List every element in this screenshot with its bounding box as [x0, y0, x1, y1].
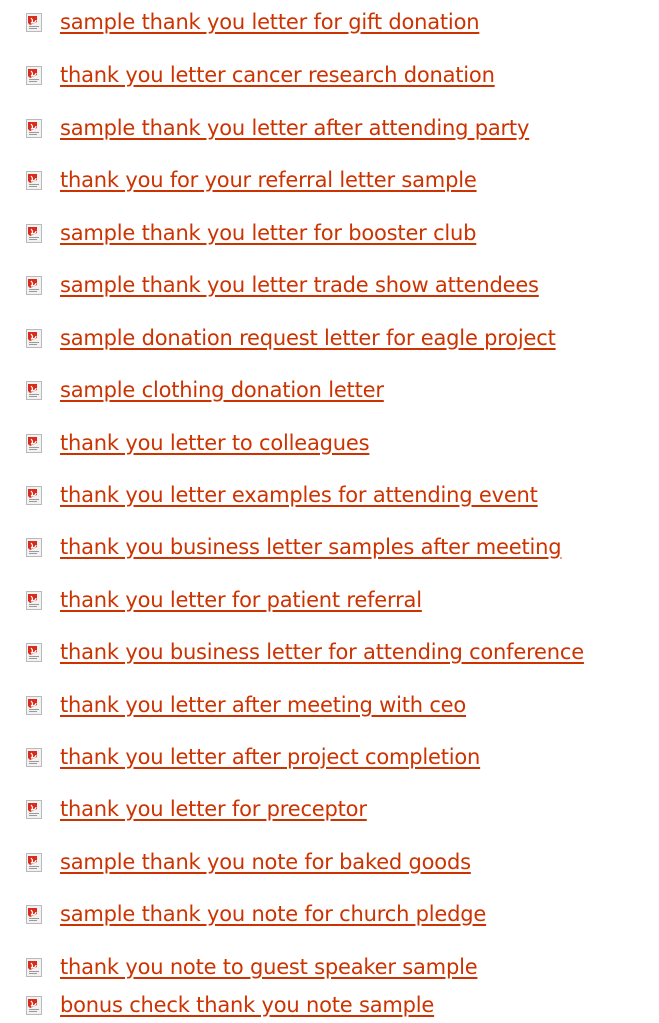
pdf-link[interactable]: sample clothing donation letter [60, 377, 384, 402]
pdf-icon [24, 274, 46, 296]
pdf-link[interactable]: sample thank you note for baked goods [60, 849, 471, 874]
pdf-link[interactable]: sample thank you letter trade show attendees [60, 272, 539, 297]
list-item [24, 217, 476, 249]
pdf-icon [24, 379, 46, 401]
list-item [24, 793, 367, 825]
pdf-icon [24, 641, 46, 663]
pdf-link[interactable]: thank you letter after project completion [60, 744, 481, 769]
list-item [24, 531, 561, 563]
pdf-icon [24, 746, 46, 768]
pdf-link[interactable]: thank you letter cancer research donation [60, 62, 495, 87]
pdf-icon [24, 327, 46, 349]
pdf-link[interactable]: sample thank you letter for booster club [60, 220, 477, 245]
list-item [24, 989, 434, 1021]
pdf-icon [24, 432, 46, 454]
pdf-link[interactable]: thank you letter for preceptor [60, 796, 367, 821]
pdf-link[interactable]: thank you letter to colleagues [60, 430, 370, 455]
pdf-icon [24, 64, 46, 86]
list-item [24, 951, 477, 983]
pdf-icon [24, 169, 46, 191]
pdf-link[interactable]: thank you business letter samples after meeting [60, 534, 562, 559]
pdf-icon [24, 694, 46, 716]
pdf-icon [24, 851, 46, 873]
pdf-link[interactable]: sample thank you letter for gift donation [60, 9, 480, 34]
list-item [24, 689, 466, 721]
list-item [24, 741, 480, 773]
list-item [24, 269, 539, 301]
list-item [24, 636, 584, 668]
pdf-icon [24, 994, 46, 1016]
list-item [24, 6, 479, 38]
pdf-link[interactable]: thank you letter after meeting with ceo [60, 692, 467, 717]
list-item [24, 112, 529, 144]
pdf-icon [24, 117, 46, 139]
list-item [24, 322, 556, 354]
pdf-link[interactable]: thank you letter for patient referral [60, 587, 422, 612]
list-item [24, 427, 369, 459]
list-item [24, 59, 495, 91]
list-item [24, 164, 477, 196]
pdf-icon [24, 956, 46, 978]
pdf-link[interactable]: bonus check thank you note sample [60, 992, 435, 1017]
pdf-link[interactable]: sample donation request letter for eagle project [60, 325, 556, 350]
list-item [24, 584, 422, 616]
pdf-link[interactable]: thank you note to guest speaker sample [60, 954, 478, 979]
list-item [24, 846, 471, 878]
list-item [24, 479, 538, 511]
pdf-icon [24, 484, 46, 506]
pdf-icon [24, 903, 46, 925]
pdf-icon [24, 798, 46, 820]
pdf-icon [24, 536, 46, 558]
pdf-link[interactable]: sample thank you letter after attending party [60, 115, 530, 140]
pdf-link[interactable]: thank you letter examples for attending event [60, 482, 538, 507]
pdf-link[interactable]: thank you for your referral letter sample [60, 167, 477, 192]
pdf-icon [24, 589, 46, 611]
pdf-icon [24, 11, 46, 33]
pdf-icon [24, 222, 46, 244]
pdf-link[interactable]: sample thank you note for church pledge [60, 901, 487, 926]
pdf-link[interactable]: thank you business letter for attending conference [60, 639, 584, 664]
list-item [24, 898, 486, 930]
list-item [24, 374, 384, 406]
